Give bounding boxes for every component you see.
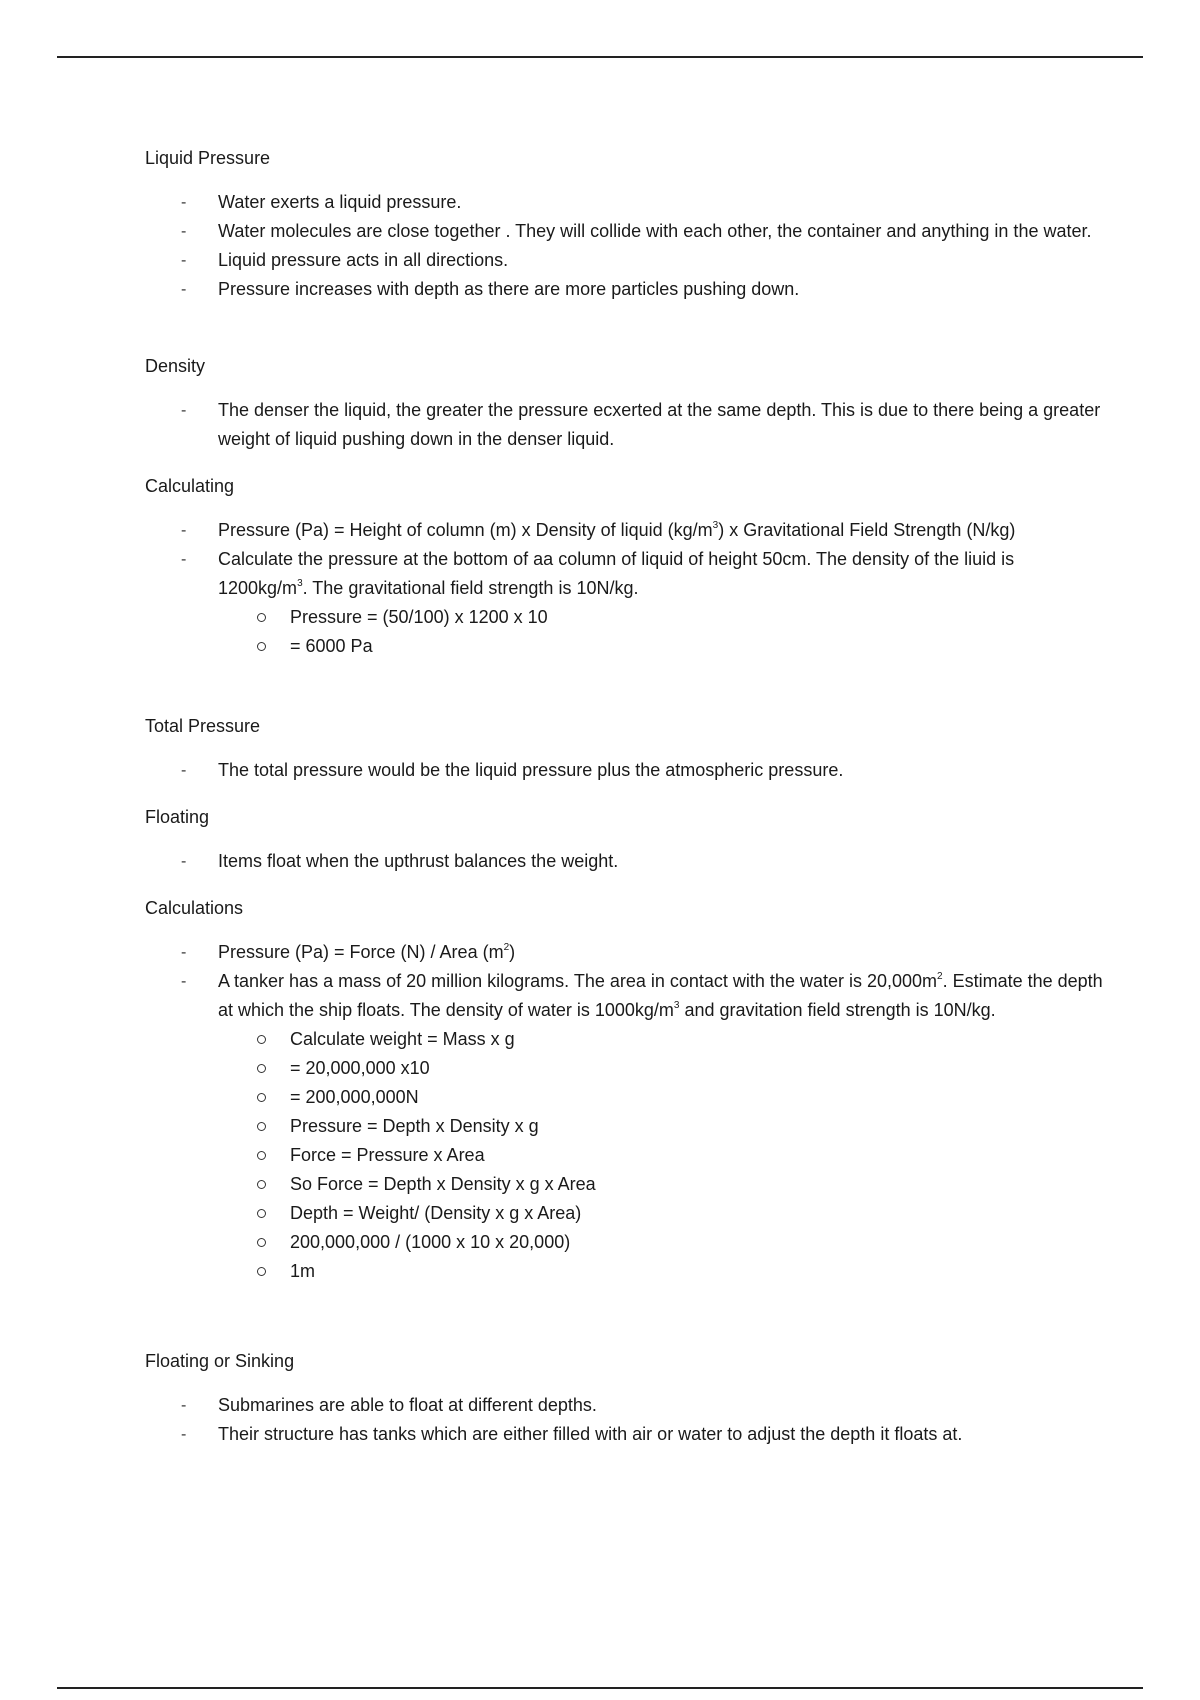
dash-bullet-icon: - (181, 402, 187, 419)
list-item-text: Pressure (Pa) = Height of column (m) x Density of liquid $(kg/m^3)$ x Gravitational Field Strength (N/kg) (218, 520, 1016, 540)
section-heading: Floating or Sinking (145, 1351, 295, 1371)
section-liquid-pressure (145, 144, 1105, 304)
bullet-list (145, 1391, 1105, 1449)
sub-list-item: Pressure = (50/100) x 1200 x 10 (145, 603, 1105, 632)
section-calculations (145, 894, 1105, 1286)
circle-bullet-icon (257, 1122, 266, 1131)
list-item-text: Calculate the pressure at the bottom of aa column of liquid of height 50cm. The density of the liuid is $1200kg/m^3$. The gravitational field strength is 10N/kg. (218, 549, 1015, 598)
list-item (145, 938, 1105, 967)
dash-bullet-icon: - (181, 1397, 187, 1414)
bullet-list (145, 396, 1105, 454)
sub-list-item: 1m (145, 1257, 1105, 1286)
circle-bullet-icon (257, 1151, 266, 1160)
circle-bullet-icon (257, 1064, 266, 1073)
sub-list-item: = 200,000,000N (145, 1083, 1105, 1112)
bullet-list (145, 516, 1105, 603)
circle-bullet-icon (257, 1238, 266, 1247)
list-item (145, 967, 1105, 1025)
header-rule (57, 56, 1143, 58)
section-floating-or-sinking (145, 1347, 1105, 1449)
dash-bullet-icon: - (181, 194, 187, 211)
list-item (145, 847, 1105, 876)
circle-bullet-icon (257, 642, 266, 651)
dash-bullet-icon: - (181, 551, 187, 568)
sub-list-item: = 20,000,000 x10 (145, 1054, 1105, 1083)
list-item-text: A tanker has a mass of 20 million kilograms. The area in contact with the water is $20,000m^2$. Estimate the depth at which the ship floats. The density of water is $1000kg/m^3$ and gravitation field strength is 10N/kg. (218, 971, 1103, 1020)
section-calculating (145, 472, 1105, 661)
bullet-list (145, 938, 1105, 1025)
list-item-text: Liquid pressure acts in all directions. (218, 250, 509, 270)
list-item-text: Water exerts a liquid pressure. (218, 192, 462, 212)
sub-list-item: Calculate weight = Mass x g (145, 1025, 1105, 1054)
sub-list-item: 200,000,000 / (1000 x 10 x 20,000) (145, 1228, 1105, 1257)
list-item (145, 246, 1105, 275)
section-total-pressure (145, 712, 1105, 785)
circle-bullet-icon (257, 1035, 266, 1044)
list-item-text: The total pressure would be the liquid pressure plus the atmospheric pressure. (218, 760, 844, 780)
sub-list-item: So Force = Depth x Density x g x Area (145, 1170, 1105, 1199)
dash-bullet-icon: - (181, 223, 187, 240)
dash-bullet-icon: - (181, 853, 187, 870)
dash-bullet-icon: - (181, 762, 187, 779)
list-item (145, 396, 1105, 454)
circle-bullet-icon (257, 1180, 266, 1189)
dash-bullet-icon: - (181, 281, 187, 298)
section-heading: Total Pressure (145, 716, 261, 736)
list-item (145, 545, 1105, 603)
circle-bullet-icon (257, 613, 266, 622)
list-item-text: The denser the liquid, the greater the pressure ecxerted at the same depth. This is due to there being a greater weight of liquid pushing down in the denser liquid. (218, 400, 1101, 449)
list-item (145, 1391, 1105, 1420)
dash-bullet-icon: - (181, 252, 187, 269)
section-heading: Density (145, 356, 206, 376)
section-heading: Calculations (145, 898, 244, 918)
circle-bullet-icon (257, 1209, 266, 1218)
sub-list-item: Pressure = Depth x Density x g (145, 1112, 1105, 1141)
list-item-text: Pressure (Pa) = Force (N) / Area $(m^2)$ (218, 942, 516, 962)
list-item-text: Water molecules are close together . They will collide with each other, the container and anything in the water. (218, 221, 1092, 241)
section-heading: Liquid Pressure (145, 148, 271, 168)
circle-bullet-icon (257, 1093, 266, 1102)
bullet-list (145, 188, 1105, 304)
list-item (145, 516, 1105, 545)
list-item-text: Their structure has tanks which are either filled with air or water to adjust the depth it floats at. (218, 1424, 963, 1444)
list-item (145, 275, 1105, 304)
section-heading: Calculating (145, 476, 235, 496)
sub-list (218, 1025, 1105, 1286)
sub-list-item: Depth = Weight/ (Density x g x Area) (145, 1199, 1105, 1228)
list-item-text: Submarines are able to float at different depths. (218, 1395, 597, 1415)
list-item-text: Pressure increases with depth as there are more particles pushing down. (218, 279, 800, 299)
section-floating (145, 803, 1105, 876)
list-item (145, 756, 1105, 785)
section-density (145, 352, 1105, 454)
list-item (145, 217, 1105, 246)
list-item (145, 1420, 1105, 1449)
sub-list-item: Force = Pressure x Area (145, 1141, 1105, 1170)
sub-list-item: = 6000 Pa (145, 632, 1105, 661)
dash-bullet-icon: - (181, 973, 187, 990)
circle-bullet-icon (257, 1267, 266, 1276)
section-heading: Floating (145, 807, 210, 827)
dash-bullet-icon: - (181, 944, 187, 961)
bullet-list (145, 756, 1105, 785)
list-item-text: Items float when the upthrust balances the weight. (218, 851, 619, 871)
bullet-list (145, 847, 1105, 876)
footer-rule (57, 1687, 1143, 1689)
dash-bullet-icon: - (181, 522, 187, 539)
dash-bullet-icon: - (181, 1426, 187, 1443)
sub-list (218, 603, 1105, 661)
list-item (145, 188, 1105, 217)
